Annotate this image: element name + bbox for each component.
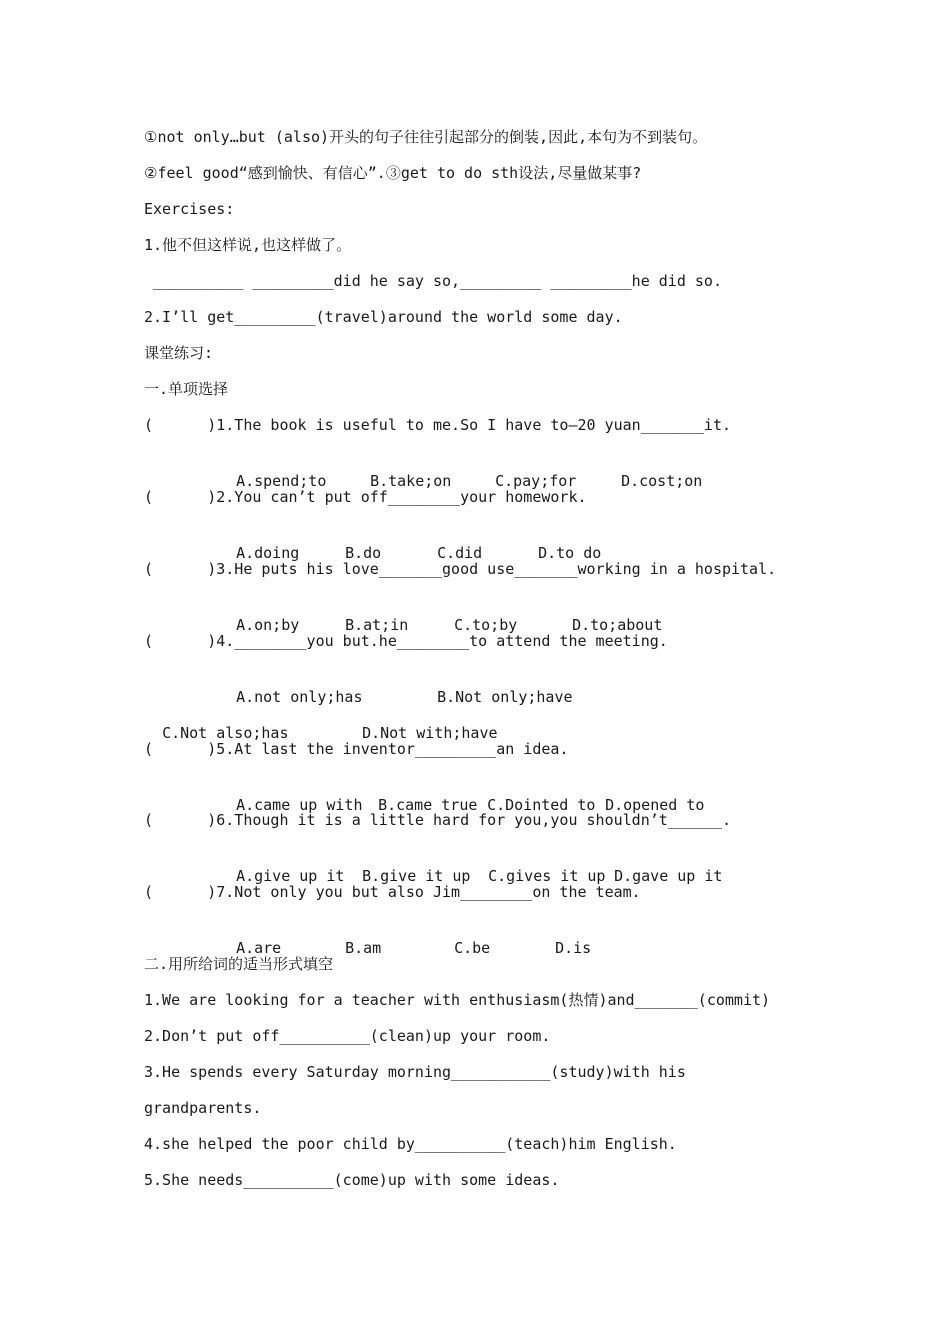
option: D.to;about — [572, 616, 663, 634]
option: B.came true — [378, 796, 478, 814]
mc-options-7 — [218, 918, 591, 958]
mc-question-4: ( )4.________you but.he________to attend the meeting. — [144, 632, 668, 650]
section-1-title: 一.单项选择 — [144, 380, 229, 398]
mc-question-5: ( )5.At last the inventor_________an idea. — [144, 740, 569, 758]
option: C.gives it up — [488, 867, 606, 885]
option: D.cost;on — [621, 472, 703, 490]
option: B.Not only;have — [437, 688, 573, 706]
exercise-q2: 2.I’ll get_________(travel)around the world some day. — [144, 308, 623, 326]
option: B.give it up — [362, 867, 471, 885]
option: B.take;on — [370, 472, 452, 490]
note-line-2: ②feel good“感到愉快、有信心”.③get to do sth设法,尽量做某事? — [144, 164, 642, 182]
mc-question-7: ( )7.Not only you but also Jim________on the team. — [144, 883, 641, 901]
option: B.at;in — [345, 616, 409, 634]
fill-item-1: 1.We are looking for a teacher with enthusiasm(热情)and_______(commit) — [144, 991, 771, 1009]
fill-item-3-wrap: grandparents. — [144, 1099, 262, 1117]
mc-options-6 — [218, 846, 722, 886]
option: D.Not with;have — [362, 724, 498, 742]
exercises-heading: Exercises: — [144, 200, 235, 218]
fill-item-2: 2.Don’t put off__________(clean)up your room. — [144, 1027, 551, 1045]
option: C.Not also;has — [162, 724, 289, 742]
option: A.not only;has — [236, 688, 363, 706]
exercise-q1-blanks: __________ _________did he say so,_________ _________he did so. — [144, 272, 722, 290]
exercise-q1: 1.他不但这样说,也这样做了。 — [144, 236, 352, 254]
mc-options-4 — [218, 667, 573, 707]
mc-question-1: ( )1.The book is useful to me.So I have to—20 yuan_______it. — [144, 416, 731, 434]
mc-question-3: ( )3.He puts his love_______good use_______working in a hospital. — [144, 560, 777, 578]
mc-options-3 — [218, 595, 662, 635]
option: D.gave up it — [614, 867, 723, 885]
mc-question-6: ( )6.Though it is a little hard for you,you shouldn’t______. — [144, 811, 731, 829]
option: C.Dointed to — [487, 796, 596, 814]
note-line-1: ①not only…but (also)开头的句子往往引起部分的倒装,因此,本句为不到装句。 — [144, 128, 708, 146]
option: A.doing — [236, 544, 300, 562]
option: A.spend;to — [236, 472, 327, 490]
mc-options-2 — [218, 523, 601, 563]
option: C.to;by — [454, 616, 518, 634]
option: A.give up it — [236, 867, 345, 885]
option: C.did — [437, 544, 483, 562]
mc-options-1 — [218, 451, 702, 491]
mc-options-4-wrap — [144, 703, 498, 743]
option: A.came up with — [236, 796, 363, 814]
mc-question-2: ( )2.You can’t put off________your homework. — [144, 488, 587, 506]
option: D.is — [555, 939, 592, 957]
fill-item-5: 5.She needs__________(come)up with some ideas. — [144, 1171, 560, 1189]
section-2-title: 二.用所给词的适当形式填空 — [144, 955, 334, 973]
fill-item-3: 3.He spends every Saturday morning___________(study)with his — [144, 1063, 686, 1081]
option: D.opened to — [605, 796, 705, 814]
option: A.are — [236, 939, 282, 957]
option: B.am — [345, 939, 382, 957]
option: A.on;by — [236, 616, 300, 634]
option: B.do — [345, 544, 382, 562]
practice-heading: 课堂练习: — [144, 344, 214, 362]
option: D.to do — [538, 544, 602, 562]
option: C.pay;for — [495, 472, 577, 490]
option: C.be — [454, 939, 491, 957]
fill-item-4: 4.she helped the poor child by__________(teach)him English. — [144, 1135, 677, 1153]
mc-options-5 — [218, 775, 704, 815]
